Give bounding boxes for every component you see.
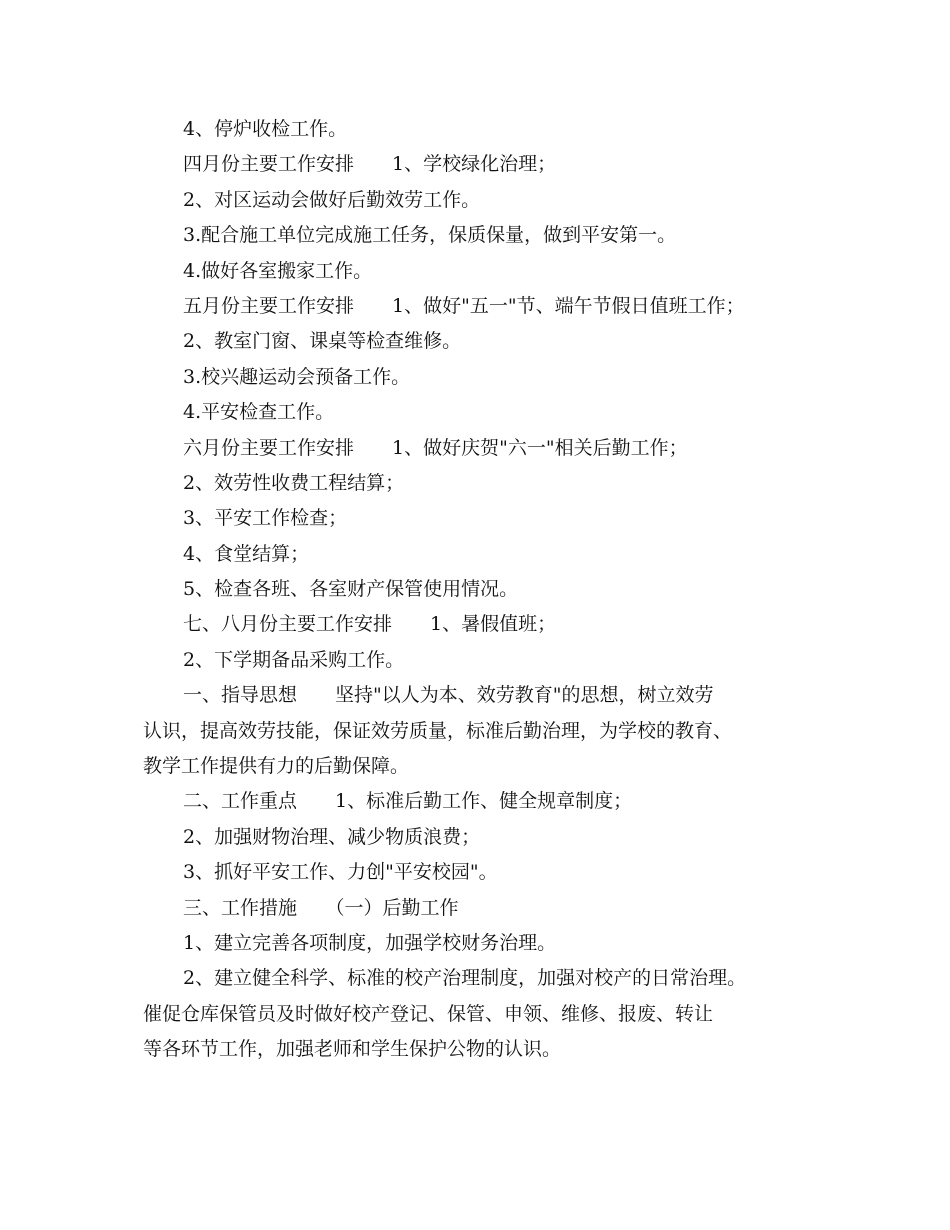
text-line: 三、工作措施 （一）后勤工作 bbox=[183, 896, 459, 919]
text-line: 2、对区运动会做好后勤效劳工作。 bbox=[183, 188, 481, 211]
document-body bbox=[143, 112, 833, 1068]
text-line: 4、停炉收检工作。 bbox=[183, 118, 348, 140]
text-line: 四月份主要工作安排 1、学校绿化治理； bbox=[183, 153, 557, 176]
text-line: 4、食堂结算； bbox=[183, 542, 310, 565]
text-line: 认识，提高效劳技能，保证效劳质量，标准后勤治理，为学校的教育、 bbox=[143, 719, 733, 742]
text-line: 3.校兴趣运动会预备工作。 bbox=[183, 365, 411, 388]
text-line: 2、教室门窗、课桌等检查维修。 bbox=[183, 330, 462, 353]
text-line: 5、检查各班、各室财产保管使用情况。 bbox=[183, 578, 519, 601]
text-line: 六月份主要工作安排 1、做好庆贺"六一"相关后勤工作； bbox=[183, 436, 688, 459]
text-line: 二、工作重点 1、标准后勤工作、健全规章制度； bbox=[183, 790, 633, 813]
text-line: 2、加强财物治理、减少物质浪费； bbox=[183, 825, 481, 848]
text-line: 2、下学期备品采购工作。 bbox=[183, 648, 405, 671]
text-line: 2、建立健全科学、标准的校产治理制度，加强对校产的日常治理。 bbox=[183, 967, 747, 990]
text-line: 2、效劳性收费工程结算； bbox=[183, 471, 405, 494]
text-line: 等各环节工作，加强老师和学生保护公物的认识。 bbox=[143, 1038, 562, 1061]
text-line: 教学工作提供有力的后勤保障。 bbox=[143, 755, 410, 778]
text-line: 五月份主要工作安排 1、做好"五一"节、端午节假日值班工作； bbox=[183, 294, 745, 317]
text-line: 3.配合施工单位完成施工任务，保质保量，做到平安第一。 bbox=[183, 224, 677, 247]
text-line: 4.做好各室搬家工作。 bbox=[183, 259, 373, 282]
text-line: 1、建立完善各项制度，加强学校财务治理。 bbox=[183, 931, 557, 954]
text-line: 3、抓好平安工作、力创"平安校园"。 bbox=[183, 861, 498, 884]
text-line: 3、平安工作检查； bbox=[183, 507, 348, 530]
text-line: 催促仓库保管员及时做好校产登记、保管、申领、维修、报废、转让 bbox=[143, 1002, 714, 1025]
text-line: 一、指导思想 坚持"以人为本、效劳教育"的思想，树立效劳 bbox=[183, 684, 714, 707]
text-line: 4.平安检查工作。 bbox=[183, 401, 335, 424]
text-line: 七、八月份主要工作安排 1、暑假值班； bbox=[183, 613, 557, 636]
